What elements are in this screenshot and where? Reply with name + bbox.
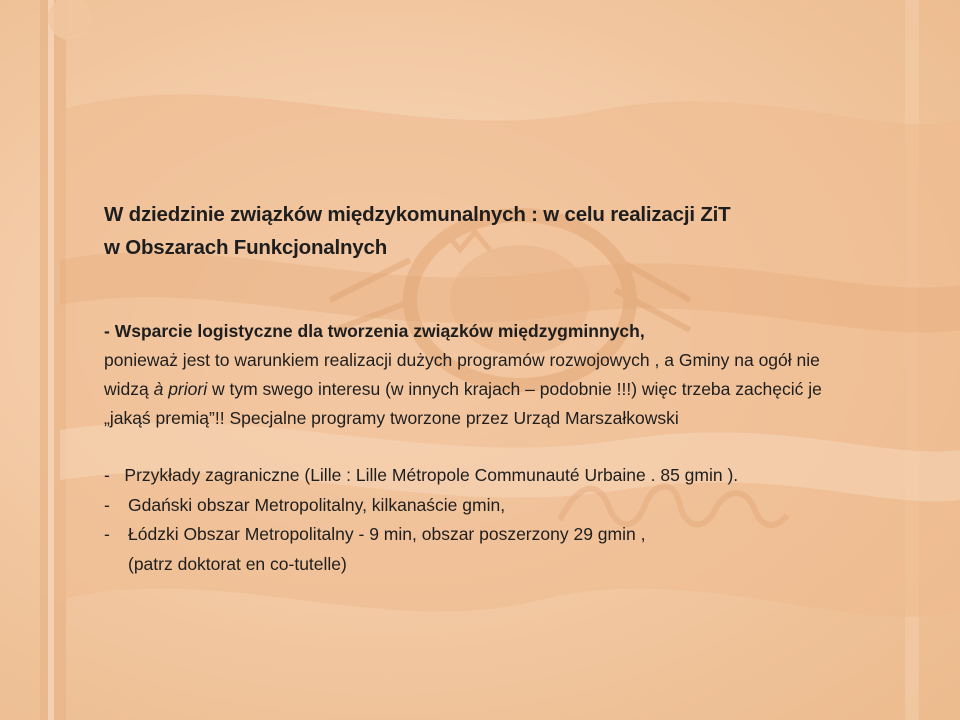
list-dash: - [104,524,110,544]
list-dash: - [104,465,110,485]
slide-title [104,198,844,264]
list-item-text: Gdański obszar Metropolitalny, kilkanaście gmin, [128,494,506,515]
list-item [104,491,844,521]
continuation-text: (patrz doktorat en co-tutelle) [128,553,347,574]
list-item-text: Łódzki Obszar Metropolitalny - 9 min, obszar poszerzony 29 gmin , [128,524,646,544]
list-dash: - [104,494,110,515]
content [104,198,844,579]
examples-list [104,461,844,579]
paragraph-text-1: ponieważ jest to warunkiem realizacji dużych programów rozwojowych , a Gminy na ogół nie widzą [104,350,820,399]
paragraph-italic: à priori [153,379,208,399]
list-item-text: Przykłady zagraniczne (Lille : Lille Métropole Communauté Urbaine . 85 gmin ). [124,465,739,485]
list-item-continuation [104,550,844,580]
title-line-1: W dziedzinie związków międzykomunalnych : w celu realizacji ZiT [104,203,731,226]
title-line-2: w Obszarach Funkcjonalnych [104,236,388,259]
paragraph-lead: - Wsparcie logistyczne dla tworzenia związków międzygminnych, [104,321,645,341]
list-item [104,520,844,550]
list-item [104,461,844,491]
intro-paragraph [104,317,844,433]
paragraph-text-2: w tym swego interesu (w innych krajach – podobnie !!!) więc trzeba zachęcić je „jakąś premią”!! Specjalne programy tworzone przez Urząd Marszałkowski [104,379,822,428]
flag-pole-highlight [48,0,54,720]
